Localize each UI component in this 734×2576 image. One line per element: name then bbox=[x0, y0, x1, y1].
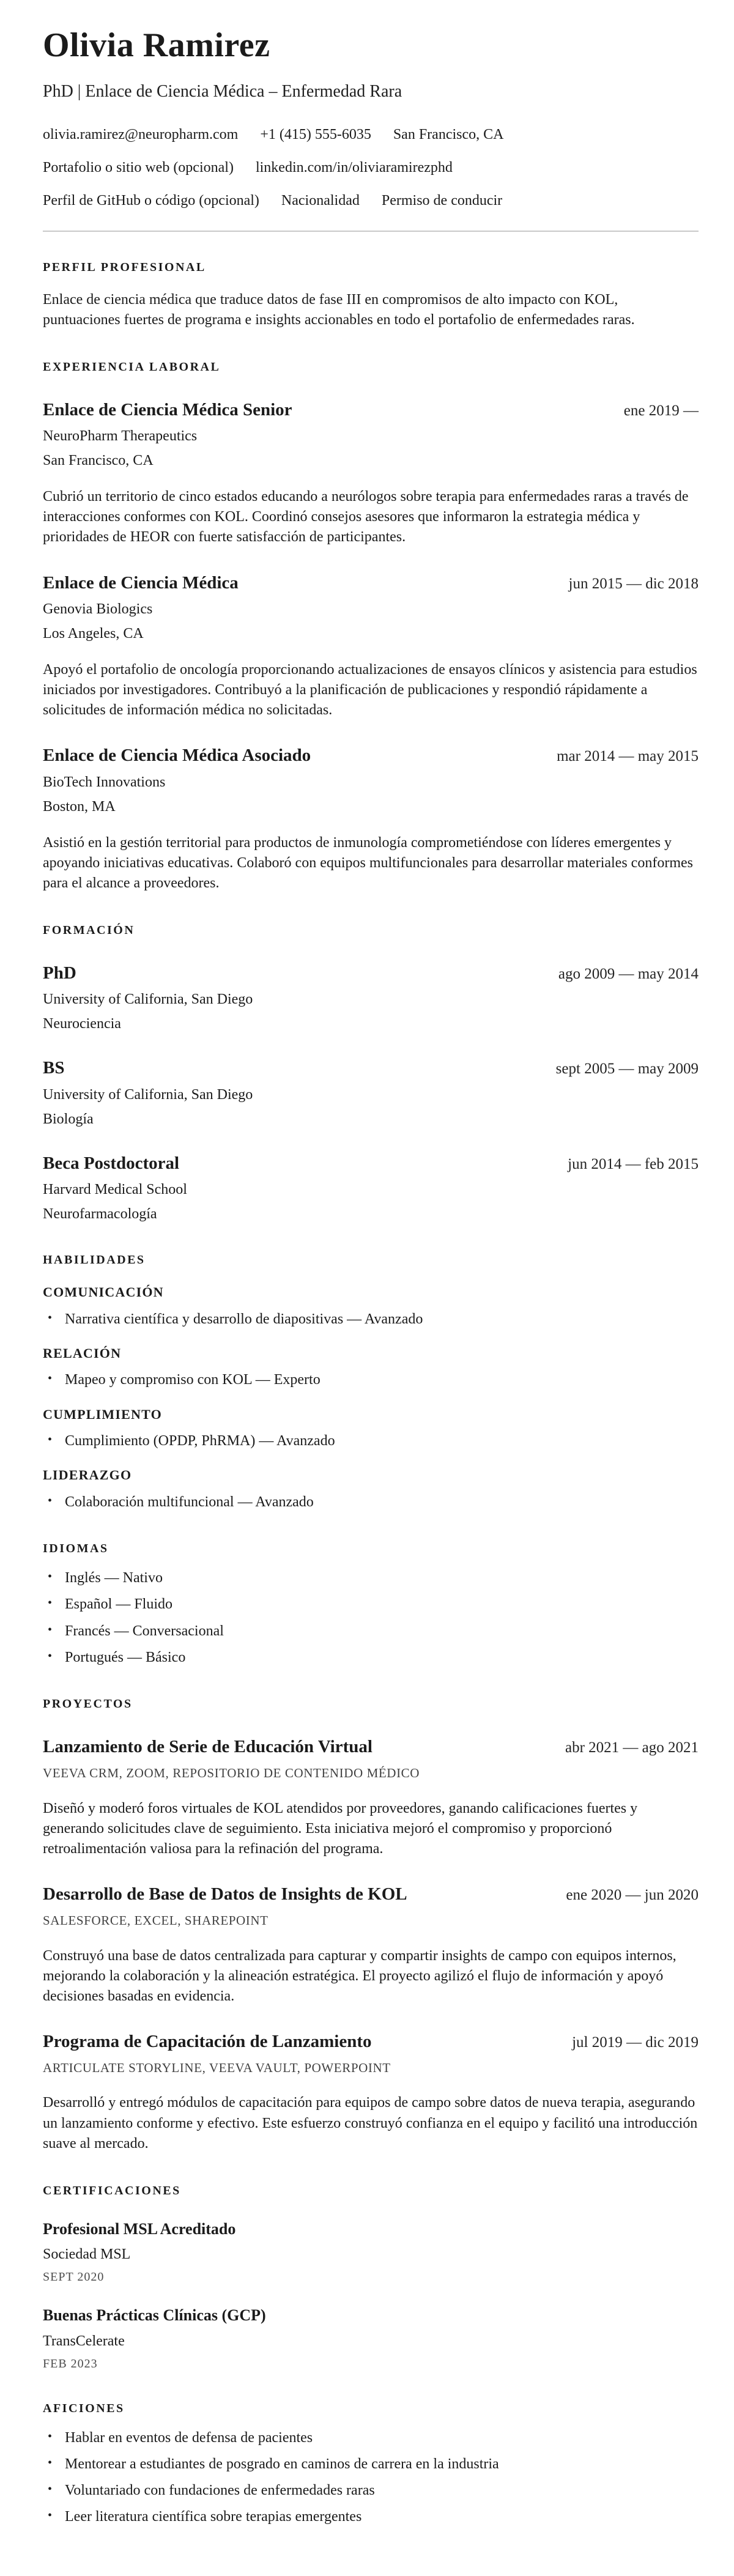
contact-item: +1 (415) 555-6035 bbox=[260, 126, 371, 142]
skill-group bbox=[43, 1345, 699, 1390]
education-field: Neurofarmacología bbox=[43, 1206, 157, 1223]
skill-item: • Cumplimiento (OPDP, PhRMA) — Avanzado bbox=[43, 1432, 699, 1451]
education-field: Neurociencia bbox=[43, 1016, 121, 1032]
skill-category: LIDERAZGO bbox=[43, 1467, 132, 1483]
education-degree: PhD bbox=[43, 963, 76, 983]
contact-row-primary bbox=[43, 125, 699, 144]
certification-date: SEPT 2020 bbox=[43, 2270, 105, 2284]
hobby-list bbox=[43, 2429, 699, 2527]
project-entry bbox=[43, 1884, 699, 2007]
job-dates: jun 2015 — dic 2018 bbox=[568, 575, 699, 592]
language-item: • Portugués — Básico bbox=[43, 1648, 699, 1667]
skill-list bbox=[43, 1432, 699, 1451]
hobby-item: • Mentorear a estudiantes de posgrado en caminos de carrera en la industria bbox=[43, 2455, 699, 2474]
language-item: • Francés — Conversacional bbox=[43, 1622, 699, 1641]
job-title: Enlace de Ciencia Médica Asociado bbox=[43, 746, 311, 766]
skill-item: • Narrativa científica y desarrollo de diapositivas — Avanzado bbox=[43, 1310, 699, 1329]
section-title-experience: EXPERIENCIA LABORAL bbox=[43, 360, 221, 374]
language-item: • Español — Fluido bbox=[43, 1595, 699, 1614]
project-entry-head bbox=[43, 2031, 699, 2052]
project-entry-head bbox=[43, 1884, 699, 1905]
section-experience bbox=[43, 360, 699, 894]
section-title-languages: IDIOMAS bbox=[43, 1542, 109, 1556]
skill-list bbox=[43, 1310, 699, 1329]
hobby-item: • Leer literatura científica sobre terapias emergentes bbox=[43, 2508, 699, 2526]
project-name: Programa de Capacitación de Lanzamiento bbox=[43, 2031, 372, 2051]
project-dates: jul 2019 — dic 2019 bbox=[572, 2034, 699, 2051]
job-location: Los Angeles, CA bbox=[43, 625, 144, 642]
section-title-profile: PERFIL PROFESIONAL bbox=[43, 260, 206, 274]
section-skills bbox=[43, 1253, 699, 1512]
certification-org: TransCelerate bbox=[43, 2333, 125, 2349]
section-title-education: FORMACIÓN bbox=[43, 923, 135, 937]
project-name: Desarrollo de Base de Datos de Insights de KOL bbox=[43, 1884, 407, 1904]
job-company: NeuroPharm Therapeutics bbox=[43, 428, 198, 445]
header-divider bbox=[43, 231, 699, 232]
project-tools: ARTICULATE STORYLINE, VEEVA VAULT, POWERPOINT bbox=[43, 2060, 391, 2076]
job-entry bbox=[43, 399, 699, 548]
section-languages bbox=[43, 1541, 699, 1667]
education-entry bbox=[43, 1153, 699, 1223]
education-dates: ago 2009 — may 2014 bbox=[558, 965, 699, 982]
project-tools: VEEVA CRM, ZOOM, REPOSITORIO DE CONTENIDO MÉDICO bbox=[43, 1766, 420, 1781]
project-description: Diseñó y moderó foros virtuales de KOL atendidos por proveedores, ganando calificaciones fuertes y generando solicitudes clave de seguimiento. Esta iniciativa mejoró el compromiso y proporcionó retroalimentación valiosa para la refinación del programa. bbox=[43, 1800, 638, 1857]
certification-entry bbox=[43, 2219, 699, 2285]
education-school: Harvard Medical School bbox=[43, 1182, 187, 1198]
education-dates: sept 2005 — may 2009 bbox=[555, 1060, 699, 1078]
contact-item: olivia.ramirez@neuropharm.com bbox=[43, 126, 239, 142]
project-description: Construyó una base de datos centralizada para capturar y compartir insights de campo con equipos internos, mejorando la colaboración y la alineación estratégica. El proyecto agilizó el flujo de información y apoyó decisiones basadas en evidencia. bbox=[43, 1947, 677, 2004]
skill-list bbox=[43, 1371, 699, 1390]
skill-item: • Colaboración multifuncional — Avanzado bbox=[43, 1493, 699, 1512]
section-hobbies bbox=[43, 2401, 699, 2527]
project-entry bbox=[43, 2031, 699, 2154]
job-dates: ene 2019 — bbox=[623, 402, 699, 419]
contact-item: Perfil de GitHub o código (opcional) bbox=[43, 192, 259, 209]
education-degree: Beca Postdoctoral bbox=[43, 1153, 180, 1173]
language-item: • Inglés — Nativo bbox=[43, 1569, 699, 1588]
profile-summary: Enlace de ciencia médica que traduce datos de fase III en compromisos de alto impacto con KOL, puntuaciones fuertes de programa e insights accionables en todo el portafolio de enfermedades raras. bbox=[43, 291, 635, 328]
project-entry-head bbox=[43, 1736, 699, 1758]
job-entry-head bbox=[43, 572, 699, 594]
section-projects bbox=[43, 1697, 699, 2154]
certification-org: Sociedad MSL bbox=[43, 2246, 131, 2263]
job-title: Enlace de Ciencia Médica Senior bbox=[43, 399, 292, 420]
skill-category: RELACIÓN bbox=[43, 1345, 122, 1361]
contact-item: Portafolio o sitio web (opcional) bbox=[43, 159, 234, 176]
section-profile bbox=[43, 260, 699, 330]
section-education bbox=[43, 923, 699, 1223]
job-description: Apoyó el portafolio de oncología proporcionando actualizaciones de ensayos clínicos y asistencia para estudios iniciados por investigadores. Contribuyó a la planificación de publicaciones y respondió rápidamente a solicitudes de información médica no solicitadas. bbox=[43, 661, 697, 719]
education-school: University of California, San Diego bbox=[43, 991, 253, 1008]
job-location: San Francisco, CA bbox=[43, 453, 154, 469]
project-tools: SALESFORCE, EXCEL, SHAREPOINT bbox=[43, 1913, 269, 1928]
certification-name: Profesional MSL Acreditado bbox=[43, 2219, 236, 2238]
contact-row-extra bbox=[43, 191, 699, 210]
contact-item: linkedin.com/in/oliviaramirezphd bbox=[255, 159, 453, 176]
language-list bbox=[43, 1569, 699, 1667]
section-title-certifications: CERTIFICACIONES bbox=[43, 2183, 181, 2197]
certification-name: Buenas Prácticas Clínicas (GCP) bbox=[43, 2306, 266, 2325]
job-entry bbox=[43, 572, 699, 721]
education-degree: BS bbox=[43, 1058, 65, 1078]
contact-block bbox=[43, 125, 699, 210]
contact-item: San Francisco, CA bbox=[393, 126, 504, 142]
hobby-item: • Hablar en eventos de defensa de pacientes bbox=[43, 2429, 699, 2448]
job-title: Enlace de Ciencia Médica bbox=[43, 572, 239, 593]
section-title-skills: HABILIDADES bbox=[43, 1253, 146, 1267]
education-field: Biología bbox=[43, 1111, 94, 1127]
skill-group bbox=[43, 1284, 699, 1329]
job-entry-head bbox=[43, 745, 699, 766]
section-certifications bbox=[43, 2183, 699, 2372]
project-dates: ene 2020 — jun 2020 bbox=[566, 1886, 699, 1903]
job-company: Genovia Biologics bbox=[43, 601, 153, 617]
project-description: Desarrolló y entregó módulos de capacitación para equipos de campo sobre datos de nueva terapia, asegurando un lanzamiento conforme y efectivo. Este esfuerzo construyó confianza en el equipo y facilitó una introducción suave al mercado. bbox=[43, 2095, 698, 2152]
education-entry bbox=[43, 1057, 699, 1128]
certification-date: FEB 2023 bbox=[43, 2356, 98, 2371]
project-name: Lanzamiento de Serie de Educación Virtual bbox=[43, 1736, 373, 1756]
hobby-item: • Voluntariado con fundaciones de enfermedades raras bbox=[43, 2481, 699, 2500]
education-school: University of California, San Diego bbox=[43, 1086, 253, 1103]
skill-list bbox=[43, 1493, 699, 1512]
job-description: Cubrió un territorio de cinco estados educando a neurólogos sobre terapia para enfermedades raras a través de interacciones conformes con KOL. Coordinó consejos asesores que informaron la estrategia médica y prioridades de HEOR con fuerte satisfacción de participantes. bbox=[43, 489, 689, 546]
resume-header bbox=[43, 27, 699, 210]
person-name: Olivia Ramirez bbox=[43, 26, 270, 64]
project-entry bbox=[43, 1736, 699, 1859]
job-description: Asistió en la gestión territorial para productos de inmunología comprometiéndose con líderes emergentes y apoyando iniciativas educativas. Colaboró con equipos multifuncionales para desarrollar materiales conformes para el alcance a proveedores. bbox=[43, 834, 693, 891]
skill-category: COMUNICACIÓN bbox=[43, 1284, 164, 1300]
education-dates: jun 2014 — feb 2015 bbox=[568, 1155, 699, 1172]
contact-item: Permiso de conducir bbox=[381, 192, 503, 209]
section-title-projects: PROYECTOS bbox=[43, 1697, 133, 1711]
job-dates: mar 2014 — may 2015 bbox=[557, 748, 699, 765]
section-title-hobbies: AFICIONES bbox=[43, 2401, 125, 2415]
skill-category: CUMPLIMIENTO bbox=[43, 1406, 162, 1422]
certification-entry bbox=[43, 2306, 699, 2372]
job-company: BioTech Innovations bbox=[43, 774, 166, 790]
education-entry-head bbox=[43, 963, 699, 984]
contact-row-links bbox=[43, 158, 699, 177]
skill-item: • Mapeo y compromiso con KOL — Experto bbox=[43, 1371, 699, 1390]
project-dates: abr 2021 — ago 2021 bbox=[565, 1739, 699, 1756]
job-entry bbox=[43, 745, 699, 894]
education-entry-head bbox=[43, 1057, 699, 1079]
education-entry-head bbox=[43, 1153, 699, 1174]
person-headline: PhD | Enlace de Ciencia Médica – Enfermedad Rara bbox=[43, 81, 402, 101]
skill-group bbox=[43, 1467, 699, 1512]
job-entry-head bbox=[43, 399, 699, 421]
contact-item: Nacionalidad bbox=[281, 192, 360, 209]
skill-group bbox=[43, 1406, 699, 1451]
education-entry bbox=[43, 963, 699, 1033]
job-location: Boston, MA bbox=[43, 798, 116, 815]
